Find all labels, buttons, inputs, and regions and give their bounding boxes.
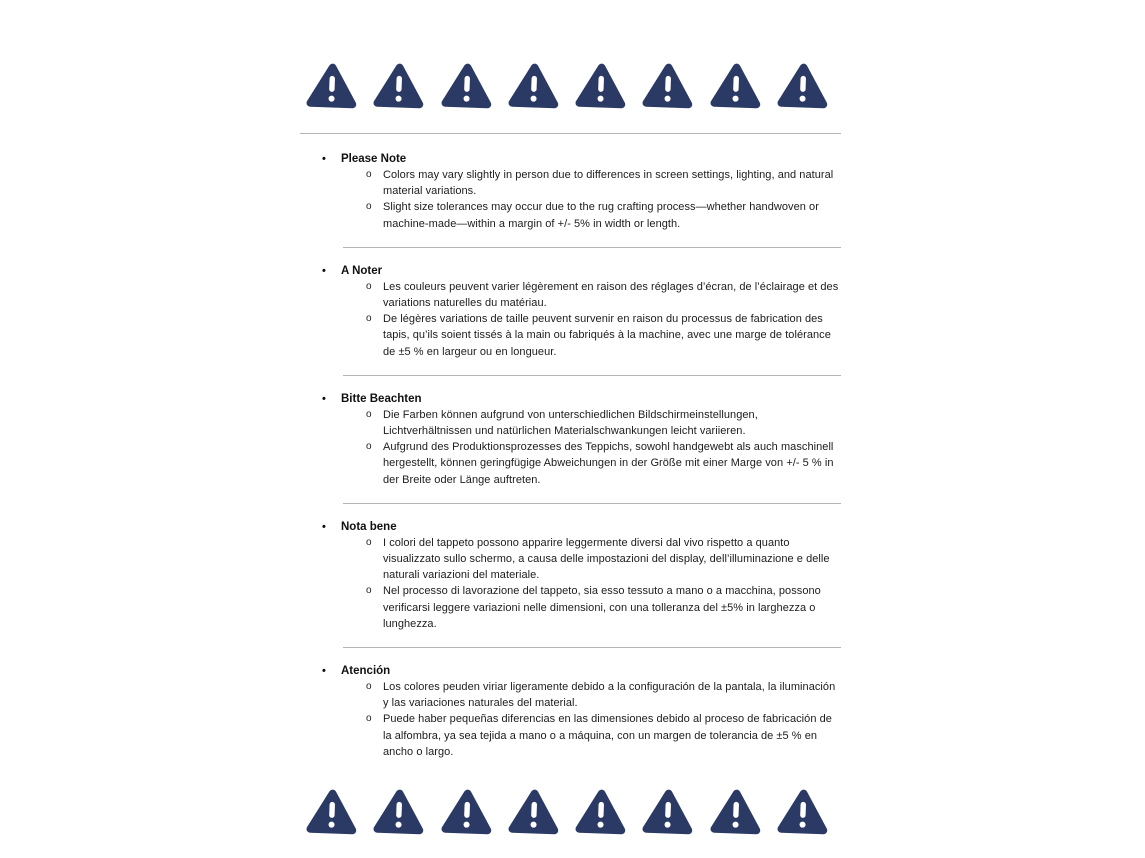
bullet-item [300,167,841,199]
warning-triangle-icon [708,785,764,839]
section-divider [343,503,841,504]
note-section-english [300,152,841,232]
note-section-german [300,392,841,488]
sub-bullet-marker: o [366,713,372,725]
bullet-item [300,711,841,760]
section-heading-row [300,152,841,167]
section-heading-row [300,392,841,407]
bullet-item [300,311,841,360]
section-heading: Atención [341,665,391,678]
warning-triangle-icon [506,785,562,839]
bullet-text: I colori del tappeto possono apparire leggermente diversi dal vivo rispetto a quanto visualizzato sullo schermo, a causa delle impostazioni del display, dell’illuminazione e delle naturali variazioni del materiale. [383,536,830,582]
warning-triangle-icon [304,785,360,839]
bullet-text: Les couleurs peuvent varier légèrement en raison des réglages d’écran, de l’éclairage et des variations naturelles du matériau. [383,280,839,310]
bullet-text: Aufgrund des Produktionsprozesses des Teppichs, sowohl handgewebt als auch maschinell hergestellt, können geringfügige Abweichungen in der Größe mit einer Marge von +/- 5 % in der Breite oder Länge auftreten. [383,441,834,486]
warning-triangle-icon [304,59,360,113]
note-section-spanish [300,664,841,760]
bullet-marker: • [322,264,326,277]
sub-bullet-marker: o [366,441,372,453]
bullet-text: Colors may vary slightly in person due to differences in screen settings, lighting, and natural material variations. [383,169,834,198]
bullet-text: Los colores peuden viriar ligeramente debido a la configuración de la pantala, la iluminación y las variaciones naturales del material. [383,681,836,710]
section-heading: Nota bene [341,520,397,533]
sub-bullet-marker: o [366,313,372,325]
bullet-marker: • [322,520,326,533]
warning-triangle-icon [506,59,562,113]
warning-triangle-icon [775,785,831,839]
bullet-text: Puede haber pequeñas diferencias en las dimensiones debido al proceso de fabricación de la alfombra, ya sea tejida a mano o a máquina, con un margen de tolerancia de ±5 % en ancho o largo. [383,713,832,758]
section-heading: Please Note [341,153,407,165]
sub-bullet-marker: o [366,201,372,213]
warning-triangle-icon [439,785,495,839]
warning-triangle-icon [371,785,427,839]
bullet-item [300,199,841,231]
warning-triangle-icon [439,59,495,113]
top-divider [300,133,841,134]
bullet-marker: • [322,392,326,405]
bullet-item [300,535,841,584]
bullet-item [300,407,841,439]
warning-row-top [305,60,830,112]
section-divider [343,647,841,648]
warning-triangle-icon [641,785,697,839]
section-divider [343,375,841,376]
warning-triangle-icon [573,785,629,839]
bullet-item [300,439,841,488]
warning-row-bottom [305,786,830,838]
note-section-italian [300,520,841,632]
sub-bullet-marker: o [366,408,372,420]
bullet-item [300,583,841,632]
bullet-text: Slight size tolerances may occur due to the rug crafting process—whether handwoven or machine-made—within a margin of +/- 5% in width or length. [383,201,819,230]
sub-bullet-marker: o [366,169,372,180]
section-heading: Bitte Beachten [341,392,422,405]
warning-triangle-icon [641,59,697,113]
section-heading-row [300,664,841,679]
sub-bullet-marker: o [366,536,372,548]
section-heading: A Noter [341,264,383,277]
sub-bullet-marker: o [366,681,372,693]
section-heading-row [300,264,841,279]
bullet-marker: • [322,665,326,678]
section-heading-row [300,520,841,535]
section-divider [343,247,841,248]
warning-triangle-icon [775,59,831,113]
bullet-marker: • [322,153,326,165]
bullet-item [300,279,841,311]
bullet-text: Nel processo di lavorazione del tappeto, sia esso tessuto a mano o a macchina, possono verificarsi leggere variazioni nelle dimensioni, con una tolleranza del ±5% in larghezza o lunghezza. [383,585,821,630]
sub-bullet-marker: o [366,280,372,292]
content-column [300,0,841,838]
warning-triangle-icon [708,59,764,113]
warning-triangle-icon [371,59,427,113]
bullet-item [300,679,841,711]
warning-triangle-icon [573,59,629,113]
note-section-french [300,264,841,360]
sub-bullet-marker: o [366,585,372,597]
bullet-text: Die Farben können aufgrund von unterschiedlichen Bildschirmeinstellungen, Lichtverhältnissen und natürlichen Materialschwankungen leicht variieren. [383,408,758,438]
bullet-text: De légères variations de taille peuvent survenir en raison du processus de fabrication des tapis, qu’ils soient tissés à la main ou fabriqués à la machine, avec une marge de tolérance de ±5 % en largeur ou en longueur. [383,313,831,358]
